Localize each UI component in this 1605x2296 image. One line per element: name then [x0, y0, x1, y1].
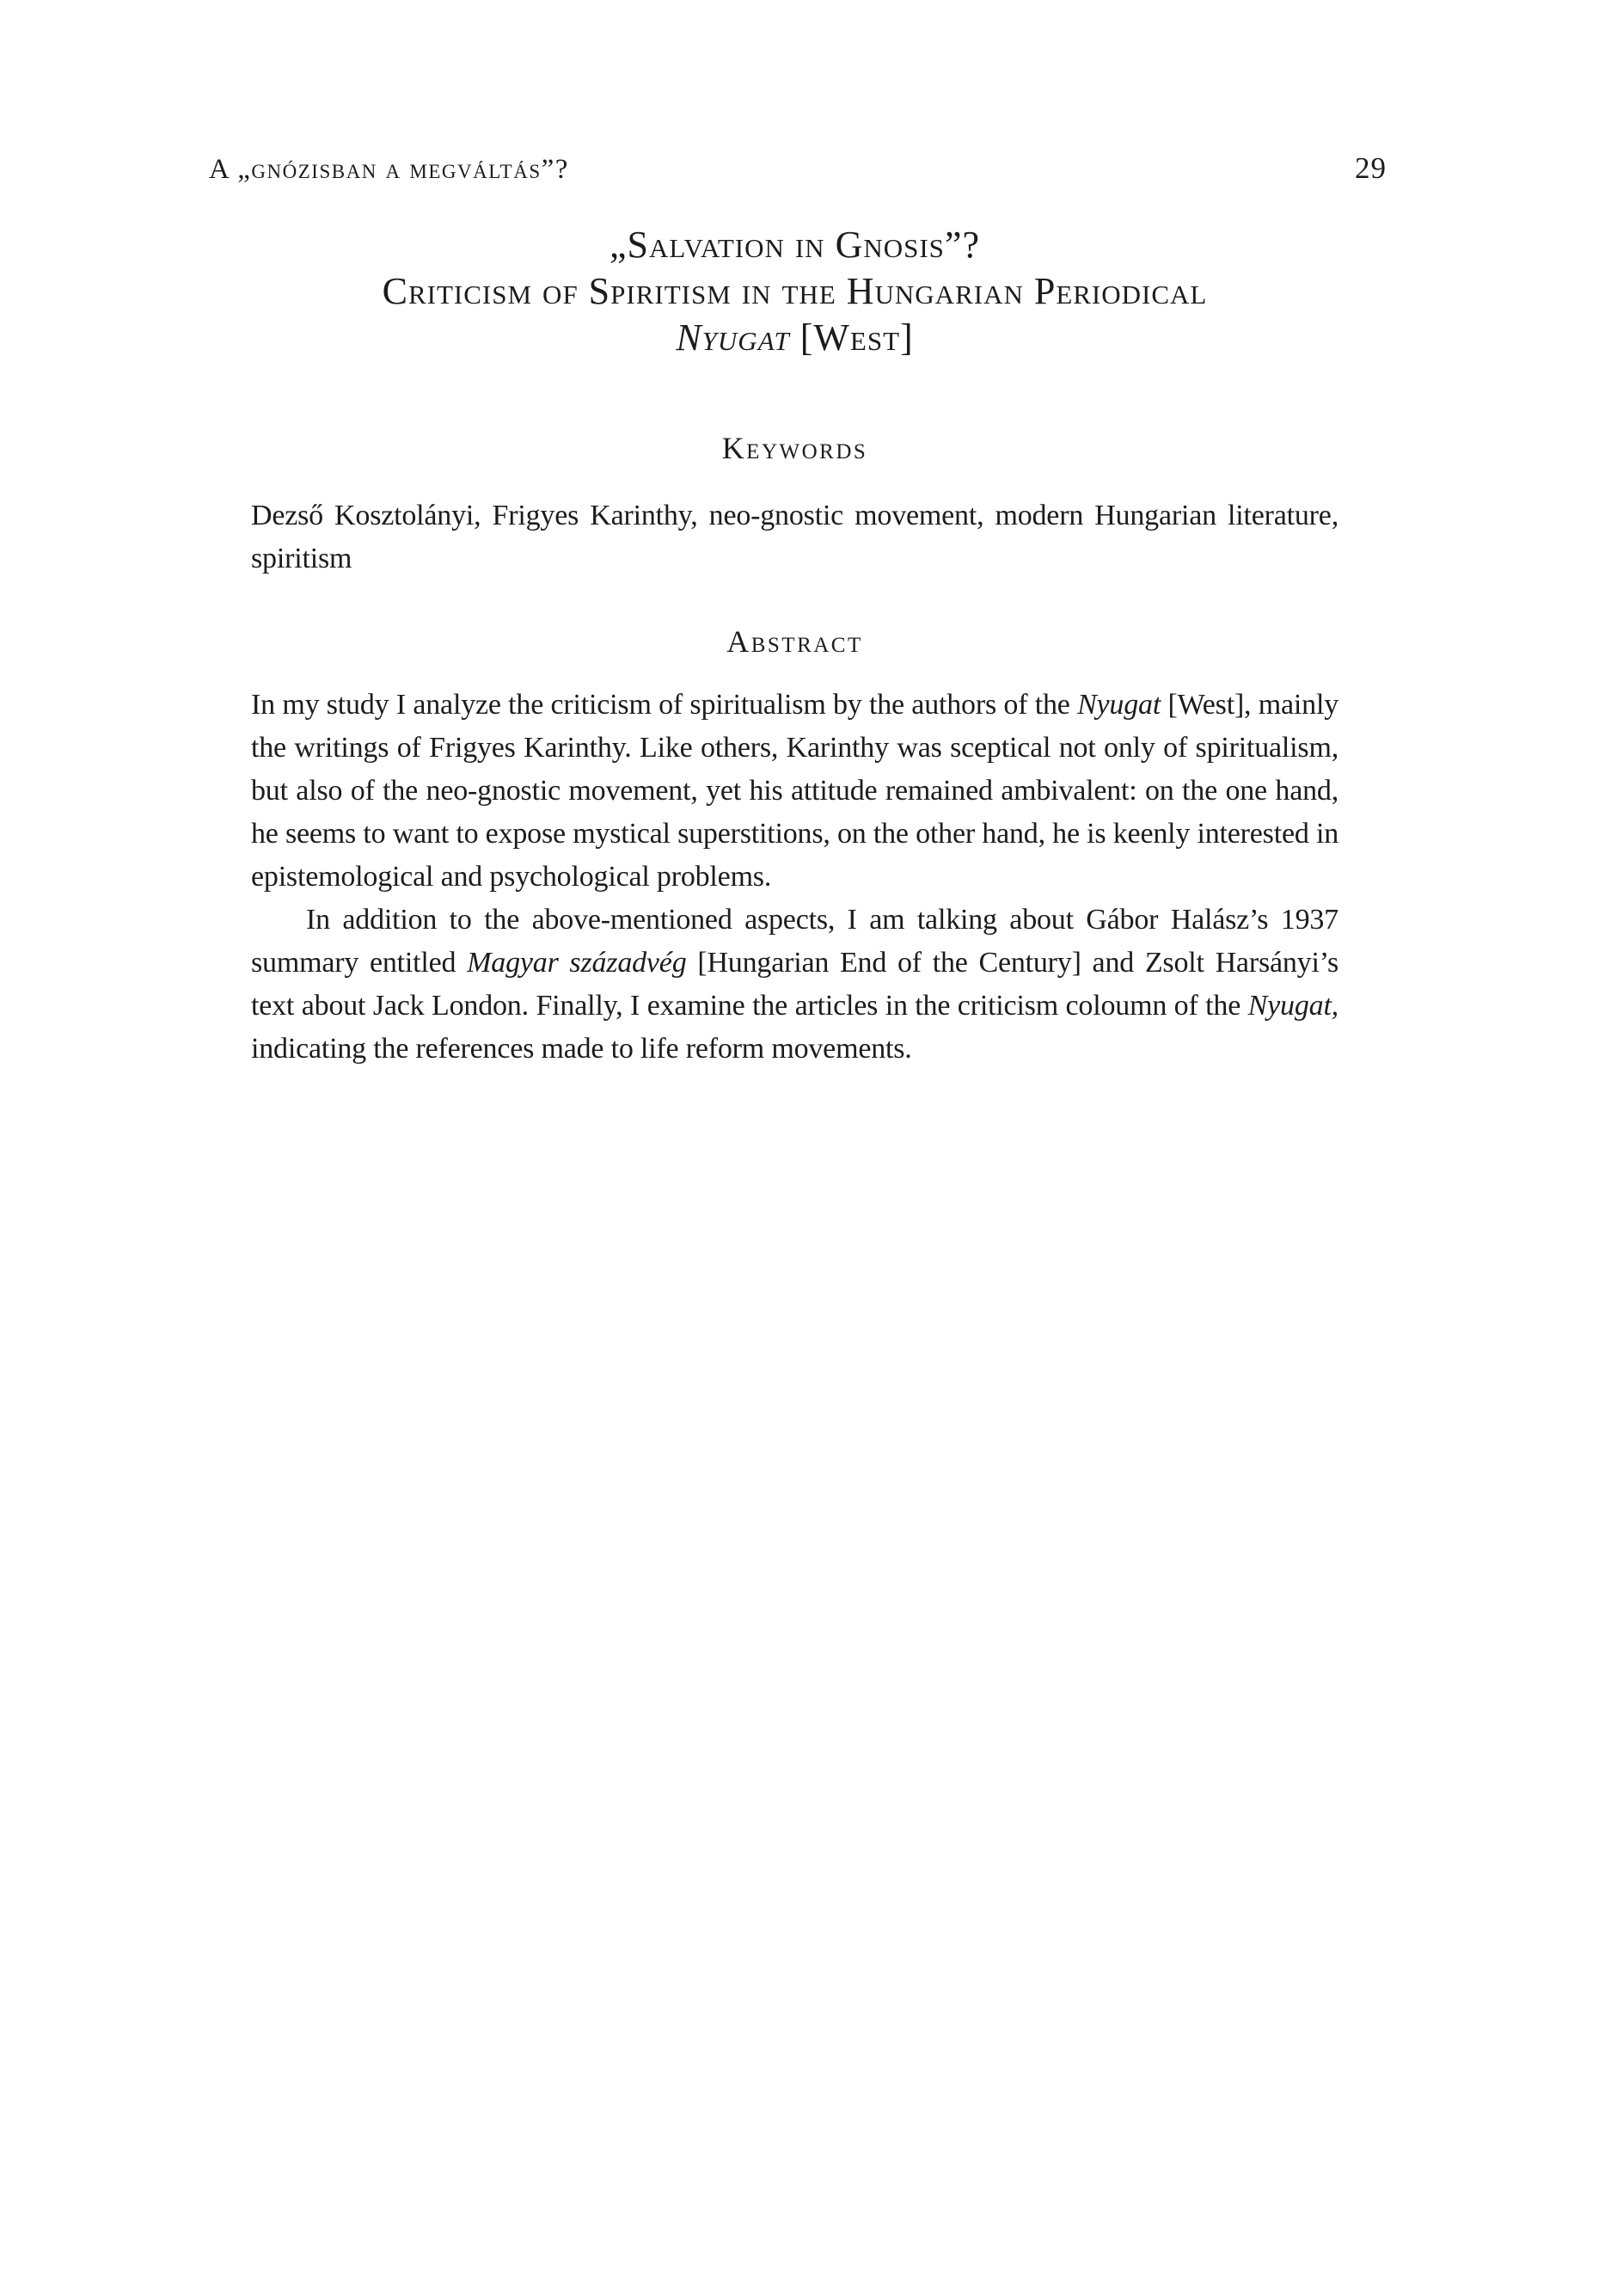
article-title	[251, 222, 1339, 361]
paragraph-text: In my study I analyze the criticism of spiritualism by the authors of the	[251, 689, 1078, 721]
keywords-text: Dezső Kosztolányi, Frigyes Karinthy, neo-gnostic movement, modern Hungarian literature, spiritism	[251, 500, 1339, 574]
paragraph-text: [West], mainly the writings of Frigyes Karinthy. Like others, Karinthy was sceptical not only of spiritualism, but also of the neo-gnostic movement, yet his attitude remained ambivalent: on the one hand, he seems to want to expose mystical superstitions, on the other hand, he is keenly interested in epistemological and psychological problems.	[251, 689, 1339, 893]
running-title: A „gnózisban a megváltás”?	[209, 154, 569, 185]
paragraph-text: indicating the references made to life reform movements.	[251, 1033, 912, 1065]
page-number: 29	[1355, 151, 1387, 185]
abstract-paragraph	[251, 684, 1339, 899]
abstract-heading: Abstract	[726, 624, 863, 659]
journal-name: Nyugat	[676, 316, 790, 359]
journal-translation: [West]	[789, 316, 914, 359]
italic-term: Nyugat	[1077, 689, 1161, 721]
keywords-paragraph	[251, 494, 1339, 580]
paragraph-text: In addition to the above-mentioned aspects, I am talking about Gábor Halász’s 1937 summary entitled	[251, 904, 1339, 979]
italic-term: Nyugat,	[1247, 990, 1339, 1022]
italic-term: Magyar századvég	[467, 947, 687, 979]
abstract-paragraph	[251, 899, 1339, 1071]
keywords-heading: Keywords	[721, 431, 868, 465]
paragraph-text: [Hungarian End of the Century] and Zsolt Harsányi’s text about Jack London. Finally, I examine the articles in the criticism coloumn of the	[251, 947, 1339, 1022]
abstract-paragraphs	[251, 684, 1339, 1071]
title-line-2: Criticism of Spiritism in the Hungarian Periodical	[382, 270, 1208, 312]
title-line-1: „Salvation in Gnosis”?	[610, 224, 980, 266]
title-line-3	[251, 315, 1339, 361]
running-header	[209, 151, 1387, 187]
